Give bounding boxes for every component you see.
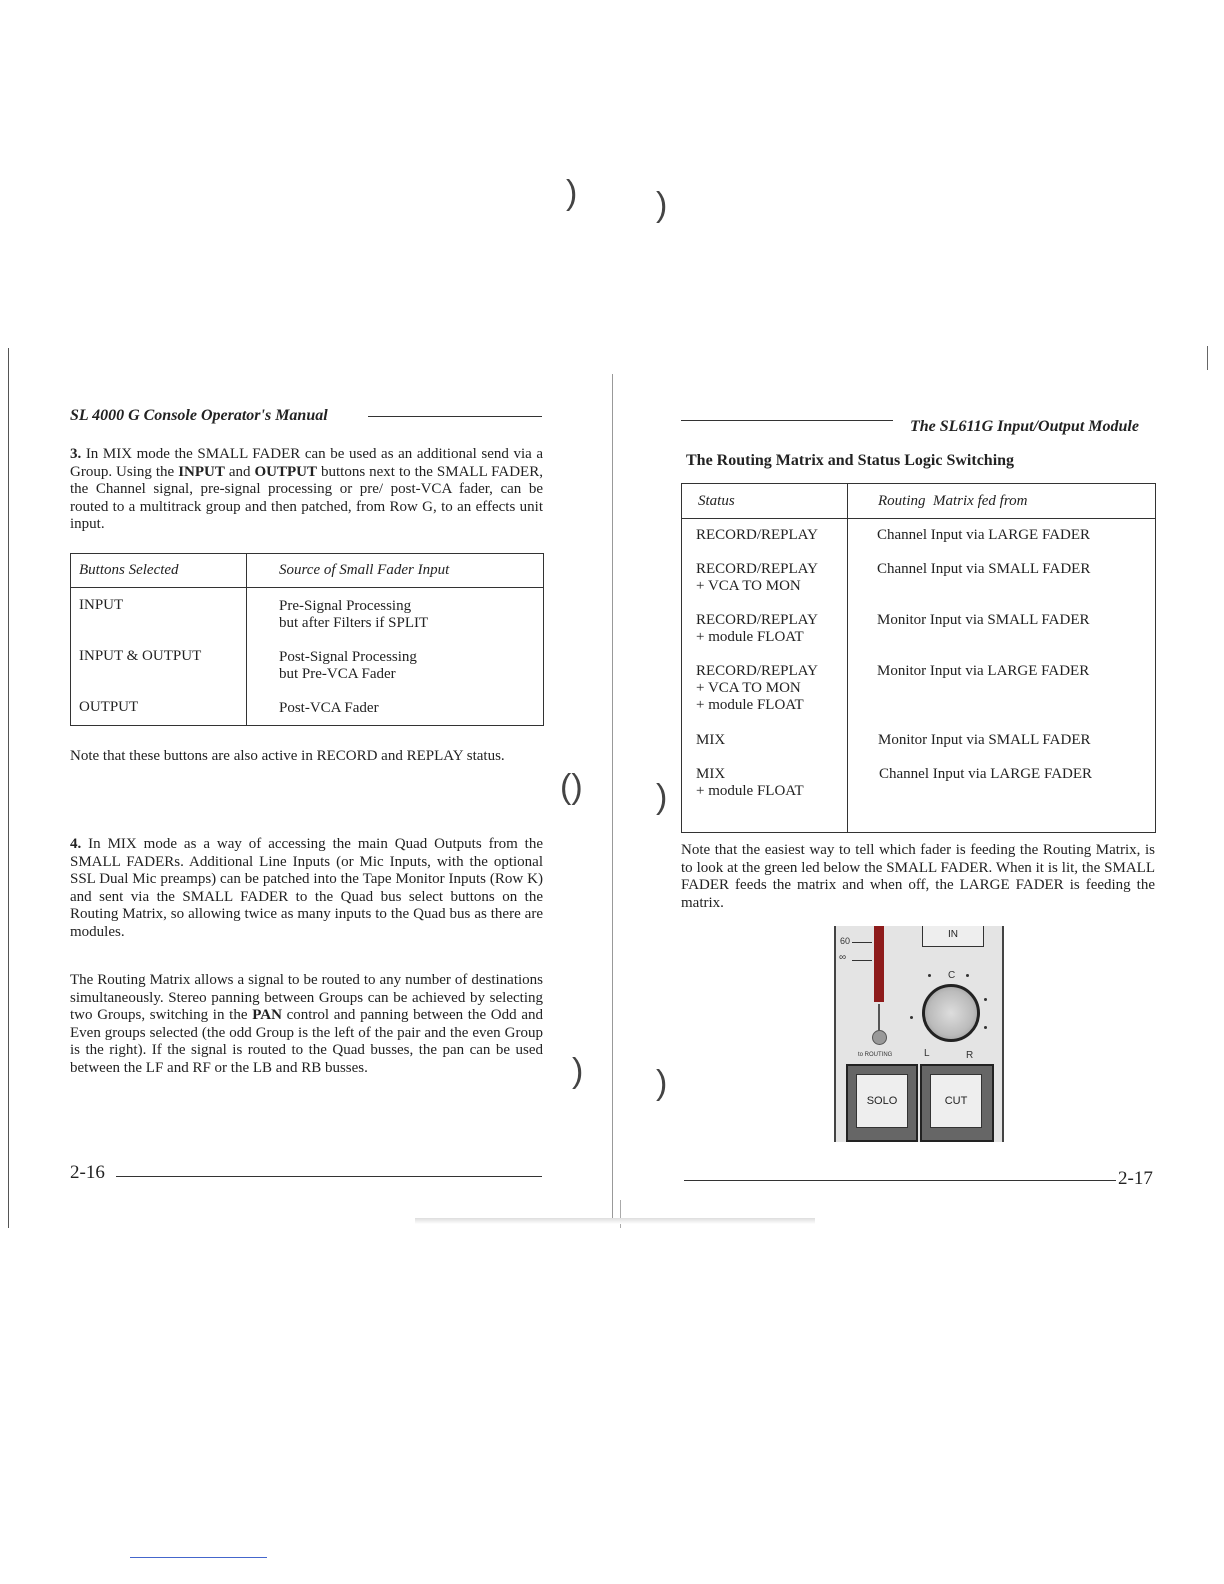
routing-led-icon <box>872 1030 887 1045</box>
bottom-edge-shadow <box>415 1218 815 1224</box>
status-cell: + module FLOAT <box>696 783 804 799</box>
status-cell: RECORD/REPLAY <box>696 527 818 543</box>
binder-mark: ) <box>656 186 668 224</box>
routing-cell: Monitor Input via SMALL FADER <box>877 612 1090 628</box>
section-title: The Routing Matrix and Status Logic Switching <box>686 452 1015 469</box>
item-4-number: 4. <box>70 836 82 852</box>
routing-cell: Channel Input via SMALL FADER <box>877 561 1091 577</box>
table-col-divider <box>246 554 247 725</box>
left-page-number: 2-16 <box>70 1162 105 1183</box>
status-cell: + VCA TO MON <box>696 578 801 594</box>
right-note: Note that the easiest way to tell which fader is feeding the Routing Matrix, is to look at the green led below the SMALL FADER. When it is lit, the SMALL FADER feeds the matrix and when off, the LARGE FADER is feeding the matrix. <box>681 842 1155 911</box>
status-cell: + VCA TO MON <box>696 680 801 696</box>
item-4-paragraph: 4. In MIX mode as a way of accessing the main Quad Outputs from the SMALL FADERs. Additional Line Inputs (or Mic Inputs, with the optional SSL Dual Mic preamps) can be patched into the Tape Monitor Inputs (Row K) and sent via the SMALL FADER to the Quad bus select buttons on the Routing Matrix, so allowing twice as many inputs to the Quad bus as there are modules. <box>70 836 543 940</box>
small-fader-slot <box>874 926 884 1002</box>
routing-cell: Channel Input via LARGE FADER <box>877 527 1091 543</box>
in-button: IN <box>922 926 984 947</box>
right-header-rule <box>681 420 893 421</box>
table-header-rule <box>682 518 1155 519</box>
item-3-paragraph: 3. In MIX mode the SMALL FADER can be used as an additional send via a Group. Using the INPUT and OUTPUT buttons next to the SMALL FADER, the Channel signal, pre-signal processing or pre/ post-VCA fader, can be routed to a multitrack group and then patched, from Row G, to an effects unit input. <box>70 446 543 532</box>
left-running-header: SL 4000 G Console Operator's Manual <box>70 407 328 424</box>
status-cell: + module FLOAT <box>696 697 804 713</box>
table-col-divider <box>847 484 848 832</box>
fader-scale-60-label: 60 <box>840 936 851 946</box>
led-label: to ROUTING <box>858 1052 893 1058</box>
left-edge-line <box>8 348 9 1228</box>
table-header-buttons: Buttons Selected <box>79 562 179 578</box>
binder-mark: () <box>560 768 583 806</box>
left-note: Note that these buttons are also active in RECORD and REPLAY status. <box>70 748 505 764</box>
pan-left-label: L <box>924 1048 930 1059</box>
table-cell-buttons: INPUT & OUTPUT <box>79 648 202 664</box>
status-cell: MIX <box>696 766 726 782</box>
table-header-rule <box>71 587 543 588</box>
solo-button: SOLO <box>856 1074 908 1128</box>
left-header-rule <box>368 416 542 417</box>
binder-mark: ) <box>656 1064 668 1102</box>
pan-right-label: R <box>966 1050 974 1061</box>
table-cell-source: Post-VCA Fader <box>279 700 379 716</box>
routing-matrix-paragraph: The Routing Matrix allows a signal to be routed to any number of destinations simultaneously. Stereo panning between Groups can be achieved by selecting two Groups, switching in the PAN control and panning between the Odd and Even groups selected (the odd Group is the left of the pair and the even Group is the right). If the signal is routed to the Quad busses, the pan can be used between the LF and RF or the LB and RB busses. <box>70 972 543 1076</box>
status-routing-table <box>681 483 1156 833</box>
spine-line <box>612 374 613 1224</box>
pan-dot <box>984 998 987 1001</box>
fader-scale-inf-label: ∞ <box>839 952 847 963</box>
table-cell-buttons: INPUT <box>79 597 124 613</box>
pan-dot <box>966 974 969 977</box>
scale-tick <box>852 960 872 961</box>
table-header-routing: Routing Matrix fed from <box>878 493 1028 509</box>
item-3-number: 3. <box>70 446 82 462</box>
binder-mark: ) <box>566 174 578 212</box>
table-cell-source: Post-Signal Processing <box>279 649 417 665</box>
table-cell-source: but Pre-VCA Fader <box>279 666 396 682</box>
cut-button: CUT <box>930 1074 982 1128</box>
console-panel-illustration <box>834 926 1004 1142</box>
right-page-number: 2-17 <box>1118 1168 1153 1189</box>
table-header-source: Source of Small Fader Input <box>279 562 450 578</box>
right-running-header: The SL611G Input/Output Module <box>910 418 1139 435</box>
input-button-ref: INPUT <box>178 463 225 480</box>
small-fader-source-table <box>70 553 544 726</box>
table-cell-source: Pre-Signal Processing <box>279 598 412 614</box>
status-cell: MIX <box>696 732 726 748</box>
pan-dot <box>910 1016 913 1019</box>
right-edge-line <box>1207 346 1208 370</box>
left-footer-rule <box>116 1176 542 1177</box>
right-footer-rule <box>684 1180 1116 1181</box>
pan-dot <box>984 1026 987 1029</box>
table-cell-buttons: OUTPUT <box>79 699 139 715</box>
pan-control-ref: PAN <box>252 1007 282 1023</box>
binder-mark: ) <box>656 778 668 816</box>
pan-knob-icon <box>922 984 980 1042</box>
status-cell: + module FLOAT <box>696 629 804 645</box>
status-cell: RECORD/REPLAY <box>696 561 818 577</box>
binder-mark: ) <box>572 1052 584 1090</box>
routing-cell: Channel Input via LARGE FADER <box>879 766 1093 782</box>
routing-cell: Monitor Input via LARGE FADER <box>877 663 1090 679</box>
table-cell-source: but after Filters if SPLIT <box>279 615 429 631</box>
table-header-status: Status <box>698 493 735 509</box>
status-cell: RECORD/REPLAY <box>696 612 818 628</box>
status-cell: RECORD/REPLAY <box>696 663 818 679</box>
pan-center-label: C <box>948 970 956 981</box>
pan-dot <box>928 974 931 977</box>
routing-cell: Monitor Input via SMALL FADER <box>878 732 1091 748</box>
output-button-ref: OUTPUT <box>254 463 317 480</box>
blue-rule <box>130 1557 267 1558</box>
scale-tick <box>852 942 872 943</box>
